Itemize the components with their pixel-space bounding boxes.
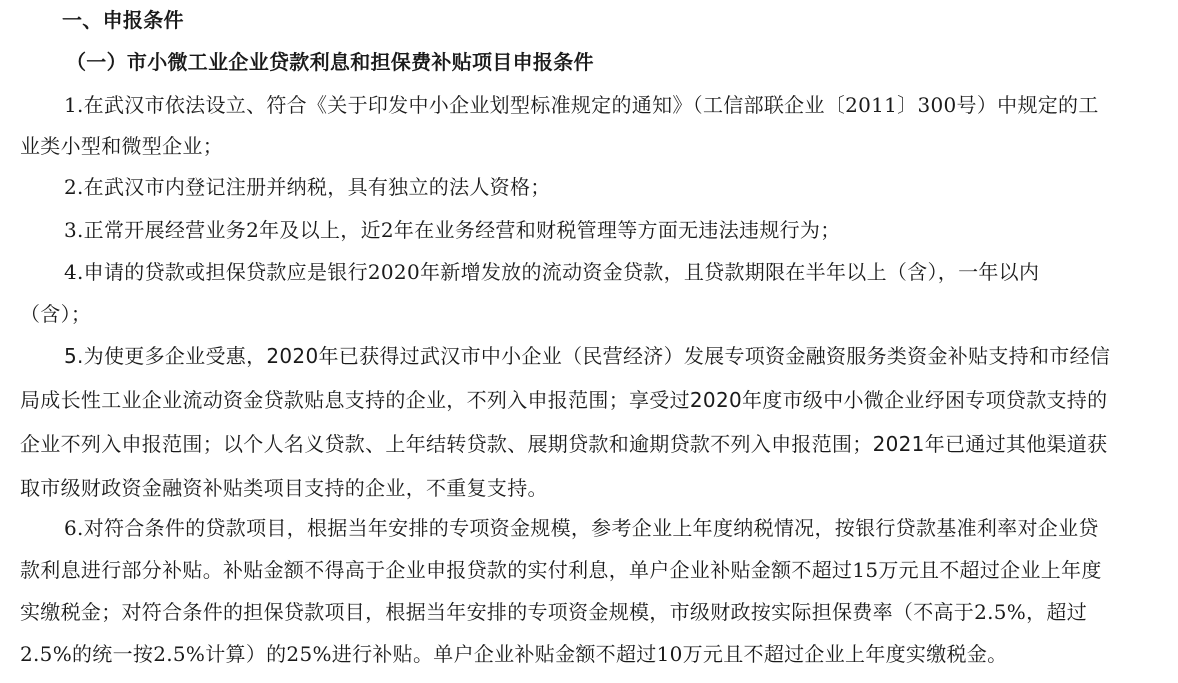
item-5-line-1: 5.为使更多企业受惠，2020年已获得过武汉市中小企业（民营经济）发展专项资金融资服务类资金补贴支持和市经信 [64, 344, 1111, 368]
item-5-line-4: 取市级财政资金融资补贴类项目支持的企业，不重复支持。 [20, 476, 548, 500]
item-3: 3.正常开展经营业务2年及以上，近2年在业务经营和财税管理等方面无违法违规行为； [64, 218, 841, 242]
item-6-line-1: 6.对符合条件的贷款项目，根据当年安排的专项资金规模，参考企业上年度纳税情况，按银行贷款基准利率对企业贷 [64, 516, 1099, 540]
subsection-heading: （一）市小微工业企业贷款利息和担保费补贴项目申报条件 [66, 50, 594, 74]
item-6-line-3: 实缴税金；对符合条件的担保贷款项目，根据当年安排的专项资金规模，市级财政按实际担保费率（不高于2.5%，超过 [20, 600, 1088, 624]
item-4-line-1: 4.申请的贷款或担保贷款应是银行2020年新增发放的流动资金贷款，且贷款期限在半年以上（含），一年以内 [64, 260, 1040, 284]
section-heading: 一、申报条件 [62, 8, 184, 32]
item-4-line-2: （含）； [20, 302, 92, 326]
item-5-line-3: 企业不列入申报范围；以个人名义贷款、上年结转贷款、展期贷款和逾期贷款不列入申报范围；2021年已通过其他渠道获 [20, 432, 1108, 456]
item-6-line-4: 2.5%的统一按2.5%计算）的25%进行补贴。单户企业补贴金额不超过10万元且不超过企业上年度实缴税金。 [20, 642, 1008, 666]
item-6-line-2: 款利息进行部分补贴。补贴金额不得高于企业申报贷款的实付利息，单户企业补贴金额不超过15万元且不超过企业上年度 [20, 558, 1102, 582]
item-1-line-1: 1.在武汉市依法设立、符合《关于印发中小企业划型标准规定的通知》（工信部联企业〔2011〕300号）中规定的工 [64, 93, 1099, 117]
item-2: 2.在武汉市内登记注册并纳税，具有独立的法人资格； [64, 175, 551, 199]
item-5-line-2: 局成长性工业企业流动资金贷款贴息支持的企业，不列入申报范围；享受过2020年度市级中小微企业纾困专项贷款支持的 [20, 388, 1108, 412]
item-1-line-2: 业类小型和微型企业； [20, 134, 223, 158]
